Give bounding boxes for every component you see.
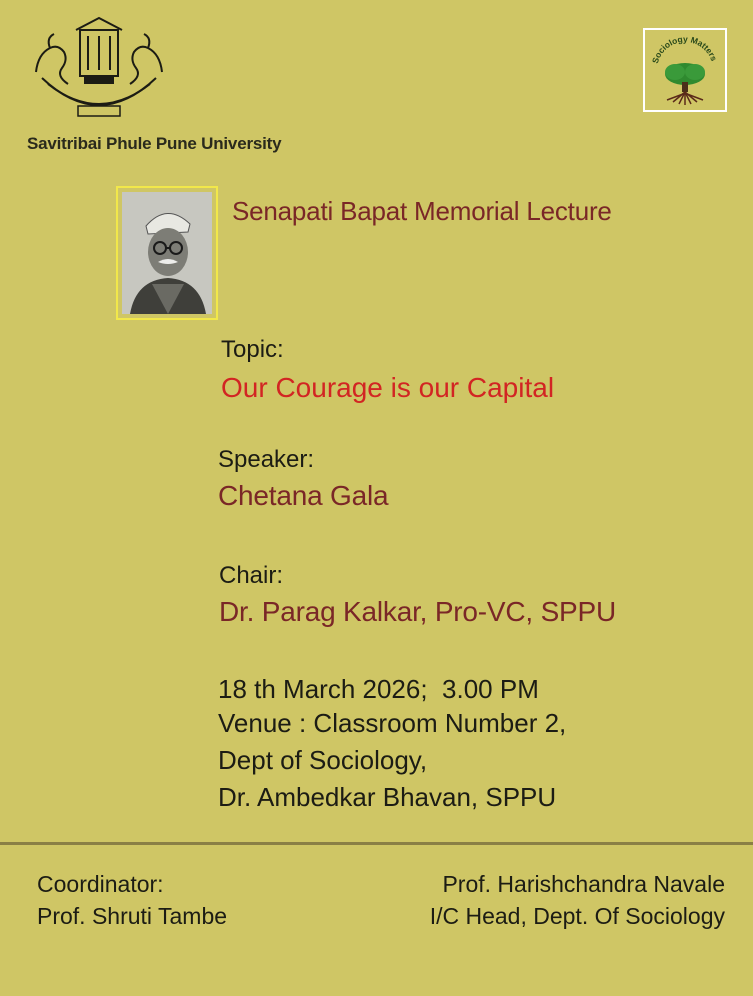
- logo-arc-text: Sociology Matters: [649, 33, 720, 65]
- chair-value: Dr. Parag Kalkar, Pro-VC, SPPU: [219, 596, 617, 627]
- head-name: Prof. Harishchandra Navale: [442, 871, 725, 897]
- venue-department: Dept of Sociology,: [218, 745, 428, 775]
- venue: Venue : Classroom Number 2,: [218, 708, 567, 738]
- portrait-photo: [116, 186, 218, 320]
- speaker-label: Speaker:: [218, 446, 315, 473]
- chair-label: Chair:: [219, 562, 284, 589]
- footer-divider: [0, 842, 753, 845]
- topic-value: Our Courage is our Capital: [221, 372, 555, 403]
- sociology-matters-logo: [643, 28, 727, 112]
- topic-label: Topic:: [221, 336, 284, 363]
- university-seal-icon: [28, 14, 170, 126]
- date-time: 18 th March 2026; 3.00 PM: [218, 674, 539, 704]
- svg-text:Sociology Matters: [650, 34, 719, 65]
- venue-building: Dr. Ambedkar Bhavan, SPPU: [218, 782, 557, 812]
- university-name: Savitribai Phule Pune University: [27, 134, 282, 153]
- lecture-title: Senapati Bapat Memorial Lecture: [232, 196, 612, 226]
- speaker-value: Chetana Gala: [218, 480, 389, 511]
- coordinator-name: Prof. Shruti Tambe: [37, 903, 228, 929]
- head-title: I/C Head, Dept. Of Sociology: [429, 903, 725, 929]
- coordinator-label: Coordinator:: [37, 871, 164, 897]
